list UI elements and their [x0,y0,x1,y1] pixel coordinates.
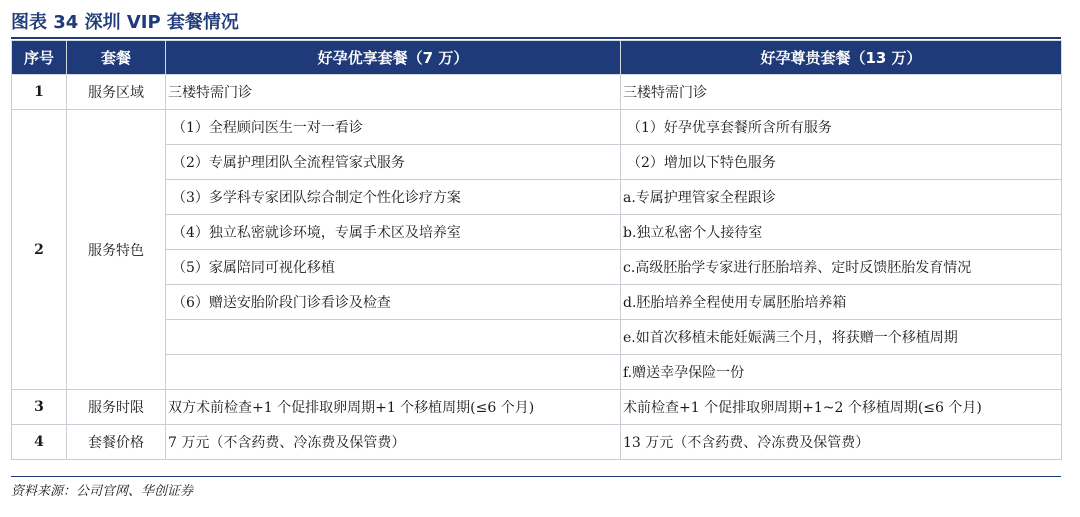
table-row [12,425,1062,460]
header-basic-package: 好孕优享套餐（7 万） [166,41,621,75]
table-row [12,285,1062,320]
premium-feature: b.独立私密个人接待室 [621,215,1062,250]
title-rule [11,37,1061,39]
basic-feature-empty [166,355,621,390]
table-row [12,180,1062,215]
table-row [12,320,1062,355]
basic-cell: 双方术前检查+1 个促排取卵周期+1 个移植周期(≤6 个月) [166,390,621,425]
row-label: 服务特色 [67,110,166,390]
premium-cell: 13 万元（不含药费、冷冻费及保管费） [621,425,1062,460]
row-label: 服务时限 [67,390,166,425]
basic-feature-empty [166,320,621,355]
row-no: 4 [12,425,67,460]
header-row [12,41,1062,75]
row-no: 2 [12,110,67,390]
premium-feature: d.胚胎培养全程使用专属胚胎培养箱 [621,285,1062,320]
table-row [12,355,1062,390]
basic-cell: 7 万元（不含药费、冷冻费及保管费） [166,425,621,460]
header-no: 序号 [12,41,67,75]
premium-feature: f.赠送幸孕保险一份 [621,355,1062,390]
premium-feature: （2）增加以下特色服务 [621,145,1062,180]
row-no: 3 [12,390,67,425]
vip-package-table [11,40,1062,460]
header-premium-package: 好孕尊贵套餐（13 万） [621,41,1062,75]
basic-feature: （5）家属陪同可视化移植 [166,250,621,285]
row-label: 套餐价格 [67,425,166,460]
basic-feature: （4）独立私密就诊环境，专属手术区及培养室 [166,215,621,250]
table-row [12,215,1062,250]
table-row [12,250,1062,285]
table-row [12,390,1062,425]
premium-feature: （1）好孕优享套餐所含所有服务 [621,110,1062,145]
table-row [12,145,1062,180]
row-no: 1 [12,75,67,110]
table-row [12,75,1062,110]
header-package: 套餐 [67,41,166,75]
premium-feature: c.高级胚胎学专家进行胚胎培养、定时反馈胚胎发育情况 [621,250,1062,285]
basic-cell: 三楼特需门诊 [166,75,621,110]
basic-feature: （3）多学科专家团队综合制定个性化诊疗方案 [166,180,621,215]
source-note: 资料来源：公司官网、华创证券 [11,476,1061,499]
premium-feature: e.如首次移植未能妊娠满三个月，将获赠一个移植周期 [621,320,1062,355]
basic-feature: （6）赠送安胎阶段门诊看诊及检查 [166,285,621,320]
premium-feature: a.专属护理管家全程跟诊 [621,180,1062,215]
figure-title: 图表 34 深圳 VIP 套餐情况 [11,12,239,33]
table-row [12,110,1062,145]
premium-cell: 术前检查+1 个促排取卵周期+1~2 个移植周期(≤6 个月) [621,390,1062,425]
basic-feature: （2）专属护理团队全流程管家式服务 [166,145,621,180]
row-label: 服务区域 [67,75,166,110]
premium-cell: 三楼特需门诊 [621,75,1062,110]
basic-feature: （1）全程顾问医生一对一看诊 [166,110,621,145]
